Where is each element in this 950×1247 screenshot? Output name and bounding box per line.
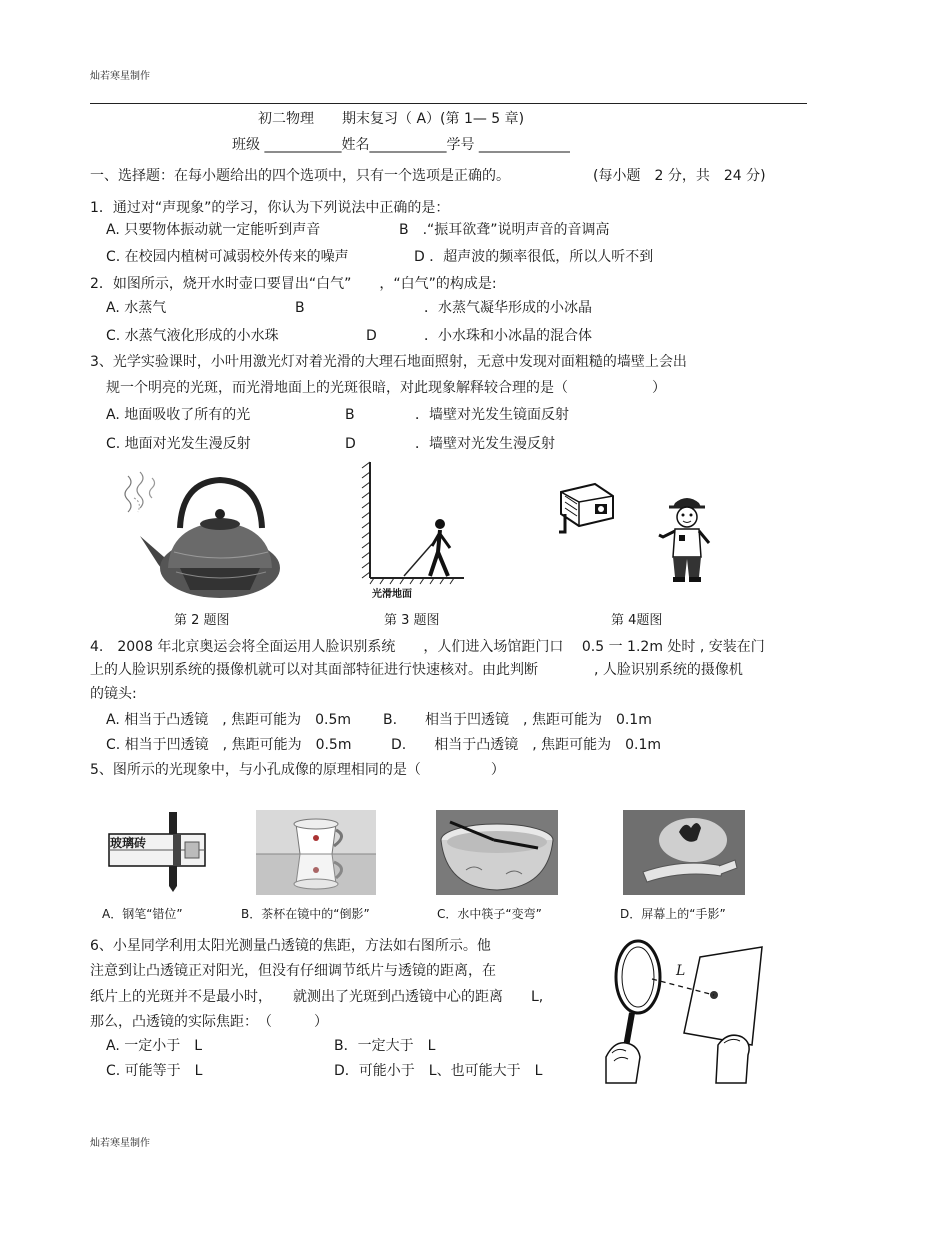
q4-option-d: D. 相当于凸透镜 , 焦距可能为 0.1m	[391, 737, 662, 753]
person-figure	[655, 493, 719, 585]
q4-stem-line2: 上的人脸识别系统的摄像机就可以对其面部特征进行快速核对。由此判断 , 人脸识别系统的摄像机	[90, 662, 743, 678]
student-fields: 班级 ___________姓名___________学号 _____________	[232, 137, 570, 153]
header-maker: 灿若寒星制作	[90, 71, 150, 82]
q6-stem-line4: 那么，凸透镜的实际焦距： （ ）	[90, 1014, 328, 1030]
q1-stem: 1．通过对“声现象”的学习，你认为下列说法中正确的是：	[90, 200, 450, 216]
header-rule	[90, 103, 807, 104]
q3-option-b: ．墙壁对光发生镜面反射	[415, 407, 569, 423]
q2-stem: 2．如图所示，烧开水时壶口要冒出“白气” ，“白气”的构成是:	[90, 276, 497, 292]
q2-option-b-letter: B	[295, 300, 305, 316]
q4-option-b: B. 相当于凹透镜 , 焦距可能为 0.1m	[383, 712, 652, 728]
q5-caption-c: C．水中筷子“变弯”	[437, 907, 542, 921]
q6-option-c: C. 可能等于 L	[106, 1063, 203, 1079]
q2-option-c: C. 水蒸气液化形成的小水珠	[106, 328, 279, 344]
q5-stem: 5、图所示的光现象中，与小孔成像的原理相同的是（ ）	[90, 762, 505, 778]
q6-stem-line3: 纸片上的光斑并不是最小时， 就测出了光斑到凸透镜中心的距离 L,	[90, 989, 544, 1005]
q4-stem-line1: 4. 2008 年北京奥运会将全面运用人脸识别系统 ，人们进入场馆距门口 0.5 一 1.2m 处时 , 安装在门	[90, 639, 765, 655]
glass-brick-label: 玻璃砖	[110, 836, 147, 850]
section-scoring: (每小题 2 分，共 24 分)	[593, 168, 766, 184]
q1-option-b: B .“振耳欲聋”说明声音的音调高	[399, 222, 610, 238]
q3-option-b-letter: B	[345, 407, 355, 423]
laser-wall-figure	[360, 458, 470, 603]
q5-caption-b: B．茶杯在镜中的“倒影”	[241, 907, 370, 921]
caption-fig3: 第 3 题图	[384, 613, 440, 628]
q3-option-c: C. 地面对光发生漫反射	[106, 436, 251, 452]
q2-option-b: ．水蒸气凝华形成的小冰晶	[424, 300, 592, 316]
page-title: 初二物理 期末复习（ A）(第 1— 5 章)	[258, 111, 525, 127]
q3-stem-line1: 3、光学实验课时，小叶用激光灯对着光滑的大理石地面照射，无意中发现对面粗糙的墙壁上会出	[90, 354, 687, 370]
q4-option-a: A. 相当于凸透镜 , 焦距可能为 0.5m	[106, 712, 352, 728]
footer-maker: 灿若寒星制作	[90, 1138, 150, 1149]
caption-fig4: 第 4题图	[611, 613, 663, 628]
glass-brick-figure	[105, 812, 210, 892]
q5-caption-a: A．钢笔“错位”	[102, 907, 183, 921]
q2-option-d: ．小水珠和小冰晶的混合体	[424, 328, 592, 344]
camera-figure	[555, 478, 617, 536]
lens-distance-label: L	[676, 963, 686, 979]
q4-option-c: C. 相当于凹透镜 , 焦距可能为 0.5m	[106, 737, 352, 753]
q1-option-d: D ．超声波的频率很低，所以人听不到	[414, 249, 654, 265]
q6-stem-line1: 6、小星同学利用太阳光测量凸透镜的焦距，方法如右图所示。他	[90, 938, 491, 954]
kettle-figure	[110, 468, 300, 600]
q2-option-d-letter: D	[366, 328, 377, 344]
q3-option-d: ．墙壁对光发生漫反射	[415, 436, 555, 452]
teacup-mirror-figure	[256, 810, 376, 895]
q6-option-a: A. 一定小于 L	[106, 1038, 203, 1054]
q2-option-a: A. 水蒸气	[106, 300, 167, 316]
q3-option-d-letter: D	[345, 436, 356, 452]
q5-caption-d: D．屏幕上的“手影”	[620, 907, 726, 921]
hand-shadow-figure	[623, 810, 745, 895]
floor-label: 光滑地面	[372, 589, 412, 600]
q6-option-d: D．可能小于 L、也可能大于 L	[334, 1063, 543, 1079]
lens-paper-figure	[592, 935, 772, 1085]
q1-option-a: A. 只要物体振动就一定能听到声音	[106, 222, 321, 238]
q6-stem-line2: 注意到让凸透镜正对阳光，但没有仔细调节纸片与透镜的距离，在	[90, 963, 496, 979]
section-heading: 一、选择题：在每小题给出的四个选项中，只有一个选项是正确的。	[90, 168, 510, 184]
q3-option-a: A. 地面吸收了所有的光	[106, 407, 251, 423]
q4-stem-line3: 的镜头:	[90, 686, 137, 702]
chopsticks-bowl-figure	[436, 810, 558, 895]
q6-option-b: B．一定大于 L	[334, 1038, 436, 1054]
q1-option-c: C. 在校园内植树可减弱校外传来的噪声	[106, 249, 349, 265]
caption-fig2: 第 2 题图	[174, 613, 230, 628]
q3-stem-line2: 规一个明亮的光斑，而光滑地面上的光斑很暗，对此现象解释较合理的是（ ）	[106, 380, 666, 396]
